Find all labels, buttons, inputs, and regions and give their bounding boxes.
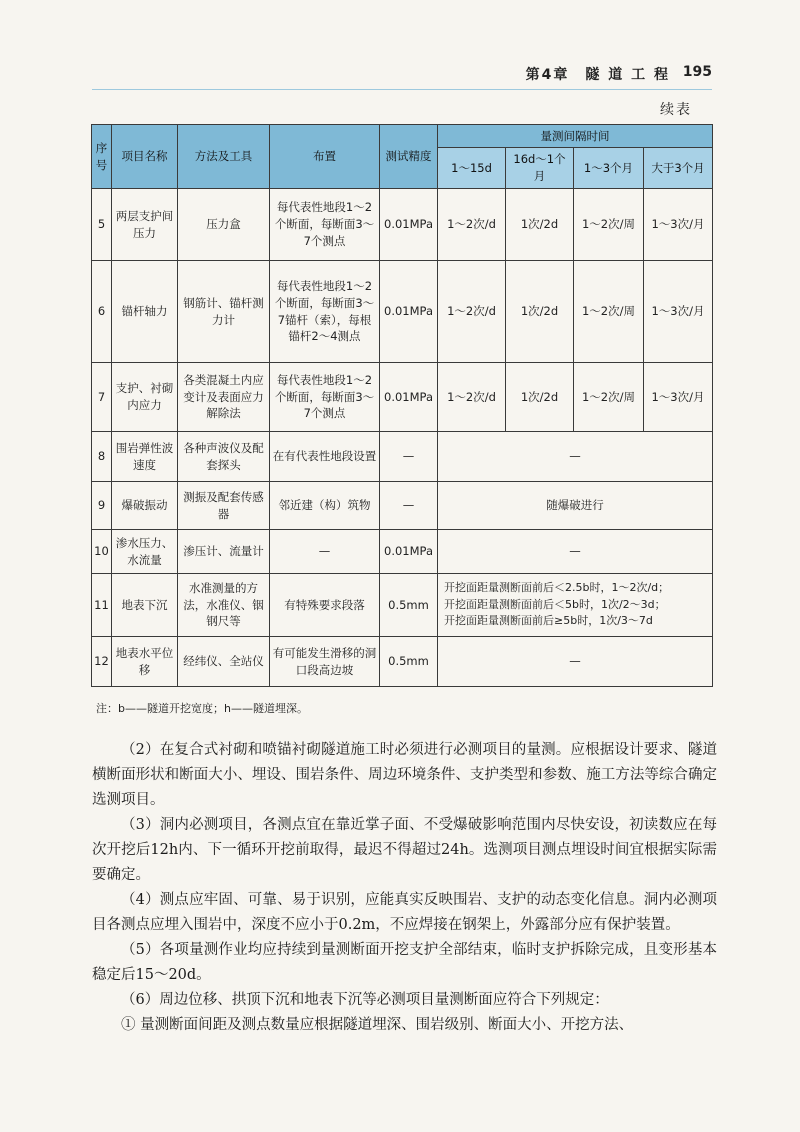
cell-interval: 1次/2d <box>506 363 574 432</box>
header-item: 项目名称 <box>112 125 178 189</box>
cell-layout: 有特殊要求段落 <box>270 574 380 637</box>
cell-precision: 0.5mm <box>380 637 438 687</box>
cell-item: 地表水平位移 <box>112 637 178 687</box>
interval-rule-line: 开挖面距量测断面前后≥5b时，1次/3～7d <box>444 614 653 628</box>
page-number: 195 <box>682 64 712 80</box>
cell-interval-merged <box>438 574 713 637</box>
cell-item: 渗水压力、水流量 <box>112 530 178 574</box>
cell-seq: 7 <box>92 363 112 432</box>
cell-interval: 1次/2d <box>506 261 574 363</box>
header-interval: 1～3个月 <box>574 148 644 189</box>
cell-layout: — <box>270 530 380 574</box>
cell-method: 钢筋计、锚杆测力计 <box>178 261 270 363</box>
cell-method: 渗压计、流量计 <box>178 530 270 574</box>
header-seq: 序号 <box>92 125 112 189</box>
page-header <box>92 62 712 84</box>
paragraph: （4）测点应牢固、可靠、易于识别，应能真实反映围岩、支护的动态变化信息。洞内必测项目各测点应埋入围岩中，深度不应小于0.2m，不应焊接在钢架上，外露部分应有保护装置。 <box>92 892 717 933</box>
table-row <box>92 482 713 530</box>
cell-seq: 10 <box>92 530 112 574</box>
cell-layout: 每代表性地段1～2个断面，每断面3～7个测点 <box>270 189 380 261</box>
header-layout: 布置 <box>270 125 380 189</box>
cell-item: 围岩弹性波速度 <box>112 432 178 482</box>
continued-label: 续表 <box>660 102 692 118</box>
cell-item: 锚杆轴力 <box>112 261 178 363</box>
paragraph: （2）在复合式衬砌和喷锚衬砌隧道施工时必须进行必测项目的量测。应根据设计要求、隧道横断面形状和断面大小、埋设、围岩条件、周边环境条件、支护类型和参数、施工方法等综合确定选测项目。 <box>92 742 717 808</box>
cell-layout: 有可能发生滑移的洞口段高边坡 <box>270 637 380 687</box>
cell-precision: 0.01MPa <box>380 363 438 432</box>
cell-seq: 12 <box>92 637 112 687</box>
cell-interval: 1～3次/月 <box>644 189 713 261</box>
header-divider <box>92 89 712 90</box>
table-row <box>92 637 713 687</box>
measurement-table <box>91 124 713 687</box>
cell-interval-merged: — <box>438 432 713 482</box>
cell-item: 支护、衬砌内应力 <box>112 363 178 432</box>
table-row <box>92 530 713 574</box>
cell-precision: 0.5mm <box>380 574 438 637</box>
cell-interval: 1～2次/d <box>438 261 506 363</box>
cell-interval-merged: — <box>438 530 713 574</box>
cell-seq: 5 <box>92 189 112 261</box>
cell-precision: 0.01MPa <box>380 530 438 574</box>
table-note: 注：b——隧道开挖宽度；h——隧道埋深。 <box>96 702 308 715</box>
cell-interval-merged: 随爆破进行 <box>438 482 713 530</box>
table-row <box>92 189 713 261</box>
table-row <box>92 432 713 482</box>
cell-interval: 1～2次/d <box>438 363 506 432</box>
cell-layout: 在有代表性地段设置 <box>270 432 380 482</box>
cell-interval: 1～3次/月 <box>644 363 713 432</box>
cell-precision: 0.01MPa <box>380 261 438 363</box>
cell-precision: — <box>380 482 438 530</box>
cell-method: 测振及配套传感器 <box>178 482 270 530</box>
paragraph: （6）周边位移、拱顶下沉和地表下沉等必测项目量测断面应符合下列规定： <box>121 992 609 1008</box>
cell-method: 经纬仪、全站仪 <box>178 637 270 687</box>
header-interval: 16d～1个月 <box>506 148 574 189</box>
table-row <box>92 574 713 637</box>
header-interval: 1～15d <box>438 148 506 189</box>
cell-precision: — <box>380 432 438 482</box>
chapter-title: 第4章 隧 道 工 程 <box>525 67 670 83</box>
cell-interval: 1次/2d <box>506 189 574 261</box>
cell-layout: 每代表性地段1～2个断面，每断面3～7个测点 <box>270 363 380 432</box>
table-row <box>92 261 713 363</box>
cell-interval: 1～2次/周 <box>574 363 644 432</box>
cell-interval: 1～2次/d <box>438 189 506 261</box>
cell-interval: 1～2次/周 <box>574 261 644 363</box>
table-row <box>92 363 713 432</box>
paragraph: （3）洞内必测项目，各测点宜在靠近掌子面、不受爆破影响范围内尽快安设，初读数应在每次开挖后12h内、下一循环开挖前取得，最迟不得超过24h。选测项目测点埋设时间宜根据实际需要确定。 <box>92 817 717 883</box>
body-text <box>92 738 717 1038</box>
cell-layout: 每代表性地段1～2个断面，每断面3～7锚杆（索），每根锚杆2～4测点 <box>270 261 380 363</box>
cell-layout: 邻近建（构）筑物 <box>270 482 380 530</box>
paragraph: ① 量测断面间距及测点数量应根据隧道埋深、围岩级别、断面大小、开挖方法、 <box>121 1017 634 1033</box>
cell-method: 各类混凝土内应变计及表面应力解除法 <box>178 363 270 432</box>
cell-interval: 1～2次/周 <box>574 189 644 261</box>
cell-interval-merged: — <box>438 637 713 687</box>
header-interval-group: 量测间隔时间 <box>438 125 713 148</box>
cell-item: 地表下沉 <box>112 574 178 637</box>
paragraph: （5）各项量测作业均应持续到量测断面开挖支护全部结束，临时支护拆除完成，且变形基本稳定后15～20d。 <box>92 942 717 983</box>
header-precision: 测试精度 <box>380 125 438 189</box>
interval-rule-line: 开挖面距量测断面前后＜2.5b时，1～2次/d； <box>444 581 670 595</box>
cell-item: 爆破振动 <box>112 482 178 530</box>
cell-seq: 6 <box>92 261 112 363</box>
cell-precision: 0.01MPa <box>380 189 438 261</box>
cell-method: 水准测量的方法，水准仪、铟钢尺等 <box>178 574 270 637</box>
header-interval: 大于3个月 <box>644 148 713 189</box>
cell-seq: 8 <box>92 432 112 482</box>
cell-method: 各种声波仪及配套探头 <box>178 432 270 482</box>
cell-seq: 9 <box>92 482 112 530</box>
cell-seq: 11 <box>92 574 112 637</box>
interval-rule-line: 开挖面距量测断面前后＜5b时，1次/2～3d； <box>444 597 666 611</box>
header-method: 方法及工具 <box>178 125 270 189</box>
cell-interval: 1～3次/月 <box>644 261 713 363</box>
cell-method: 压力盒 <box>178 189 270 261</box>
cell-item: 两层支护间压力 <box>112 189 178 261</box>
